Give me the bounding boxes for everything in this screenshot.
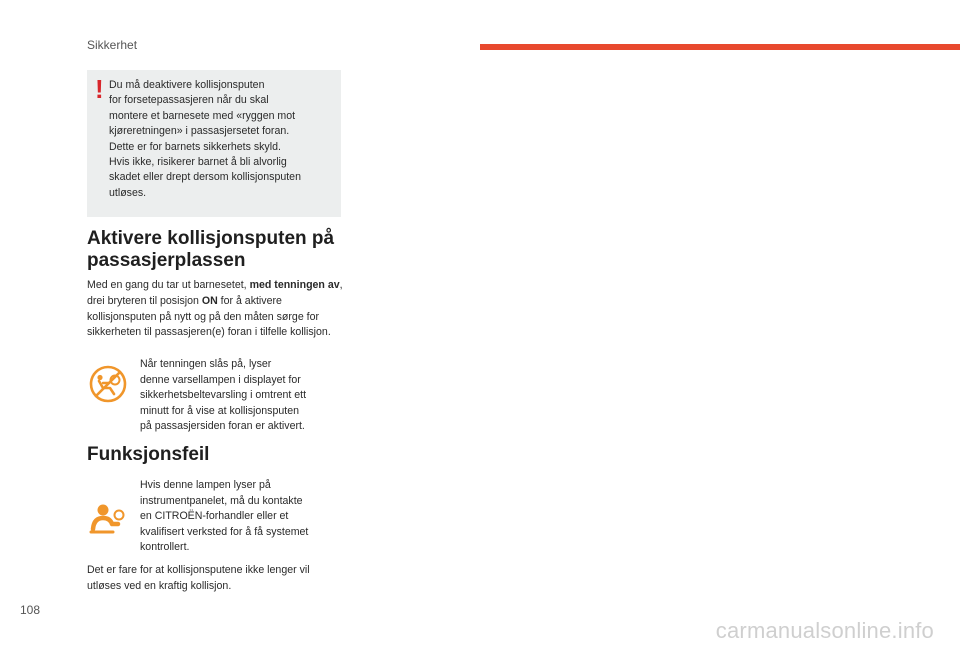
paragraph-activate: [87, 278, 343, 341]
page-number: 108: [20, 603, 41, 617]
watermark: carmanualsonline.info: [715, 618, 934, 643]
heading-activate: Aktivere kollisjonsputen på passasjerplassen: [87, 228, 335, 271]
airbag-fault-description: Hvis denne lampen lyser på instrumentpanelet, må du kontakte en CITROËN-forhandler eller et kvalifisert verksted for å få systemet kontrollert.: [140, 479, 309, 554]
para-text-1: Med en gang du tar ut barnesetet,: [87, 279, 250, 291]
para-bold-2: ON: [201, 294, 218, 307]
header-accent-bar: [480, 44, 960, 50]
para-text-3: for å aktivere kollisjonsputen på nytt og på den måten sørge for sikkerheten til passasjeren(e) foran i tilfelle kollisjon.: [87, 294, 331, 339]
airbag-off-icon: [88, 364, 128, 404]
para-text-2: , drei bryteren til posisjon: [87, 279, 343, 307]
warning-text: Du må deaktivere kollisjonsputen for forsetepassasjeren når du skal montere et barnesete med «ryggen mot kjøreretningen» i passasjersetet foran. Dette er for barnets sikkerhets skyld. Hvis ikke, risikerer barnet å bli alvorlig skadet eller drept dersom kollisjonsputen utløses.: [109, 79, 301, 199]
section-label: Sikkerhet: [87, 38, 138, 52]
exclamation-icon: !: [95, 74, 104, 104]
heading-fault: Funksjonsfeil: [87, 444, 210, 465]
paragraph-risk: Det er fare for at kollisjonsputene ikke lenger vil utløses ved en kraftig kollisjon.: [87, 564, 310, 592]
airbag-off-description: Når tenningen slås på, lyser denne varsellampen i displayet for sikkerhetsbeltevarsling i omtrent ett minutt for å vise at kollisjonsputen på passasjersiden foran er aktivert.: [140, 358, 307, 433]
airbag-fault-icon: [88, 501, 128, 537]
para-bold-1: med tenningen av: [249, 279, 340, 291]
warning-box: [87, 70, 341, 217]
